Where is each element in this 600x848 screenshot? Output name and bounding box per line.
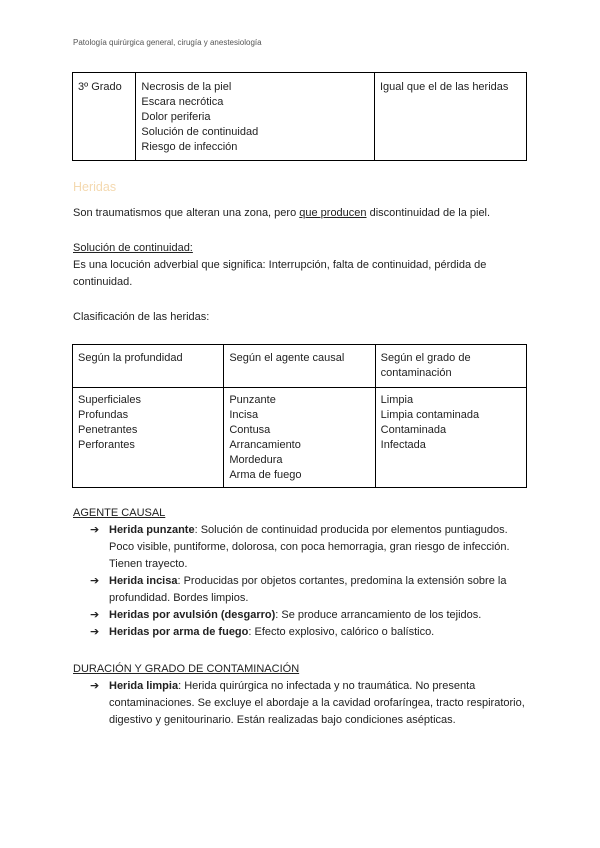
list-item: Arrancamiento bbox=[229, 439, 301, 451]
subheading: Solución de continuidad: bbox=[73, 242, 193, 254]
list-item: Limpia bbox=[380, 394, 414, 406]
duracion-list bbox=[90, 678, 530, 729]
list-item: Perforantes bbox=[78, 439, 135, 451]
list-item: Infectada bbox=[380, 439, 426, 451]
description: : Se produce arrancamiento de los tejidos. bbox=[275, 609, 482, 621]
description: Tienen trayecto. bbox=[109, 558, 188, 570]
arrow-right-icon: ➔ bbox=[90, 524, 100, 536]
list-item: Incisa bbox=[229, 409, 259, 421]
list-item bbox=[90, 573, 530, 607]
table-header-row bbox=[73, 345, 527, 388]
definition-paragraph bbox=[73, 205, 533, 222]
definition-underlined: que producen bbox=[299, 207, 367, 219]
duracion-heading: DURACIÓN Y GRADO DE CONTAMINACIÓN bbox=[73, 663, 300, 675]
list-item: Escara necrótica bbox=[141, 96, 224, 108]
description: : Herida quirúrgica no infectada y no traumática. No presenta bbox=[178, 680, 476, 692]
term: Herida incisa bbox=[109, 575, 178, 587]
list-item: Solución de continuidad bbox=[141, 126, 259, 138]
description: contaminaciones. Se excluye el abordaje a la cavidad orofaríngea, tracto respiratorio, bbox=[109, 697, 525, 709]
list-item bbox=[90, 522, 530, 573]
grade-table bbox=[72, 72, 527, 161]
list-item: Superficiales bbox=[78, 394, 141, 406]
grade-cell: 3º Grado bbox=[73, 73, 136, 161]
classification-label: Clasificación de las heridas: bbox=[73, 311, 210, 323]
list-item: Limpia contaminada bbox=[380, 409, 480, 421]
agent-cell bbox=[224, 388, 375, 488]
header-cell: Según el agente causal bbox=[224, 345, 375, 388]
arrow-right-icon: ➔ bbox=[90, 575, 100, 587]
list-item bbox=[90, 678, 530, 729]
arrow-right-icon: ➔ bbox=[90, 680, 100, 692]
list-item: Dolor periferia bbox=[141, 111, 211, 123]
description: digestivo y genitourinario. Están realizadas bajo condiciones asépticas. bbox=[109, 714, 456, 726]
list-item: Contaminada bbox=[380, 424, 447, 436]
depth-cell bbox=[73, 388, 224, 488]
grade-features-cell bbox=[136, 73, 375, 161]
list-item: Punzante bbox=[229, 394, 276, 406]
description: profundidad. Bordes limpios. bbox=[109, 592, 249, 604]
grade-note-cell: Igual que el de las heridas bbox=[374, 73, 526, 161]
term: Heridas por arma de fuego bbox=[109, 626, 249, 638]
list-item: Necrosis de la piel bbox=[141, 81, 232, 93]
table-row bbox=[73, 73, 527, 161]
term: Herida limpia bbox=[109, 680, 179, 692]
list-item: Penetrantes bbox=[78, 424, 138, 436]
classification-table bbox=[72, 344, 527, 488]
text-line: continuidad. bbox=[73, 276, 133, 288]
list-item: Mordedura bbox=[229, 454, 283, 466]
term: Herida punzante bbox=[109, 524, 195, 536]
header-cell bbox=[375, 345, 526, 388]
arrow-right-icon: ➔ bbox=[90, 609, 100, 621]
list-item: Riesgo de infección bbox=[141, 141, 238, 153]
definition-text-end: discontinuidad de la piel. bbox=[366, 207, 491, 219]
header-line: Según el grado de bbox=[380, 352, 471, 364]
header-cell: Según la profundidad bbox=[73, 345, 224, 388]
description: : Efecto explosivo, calórico o balístico. bbox=[248, 626, 435, 638]
list-item bbox=[90, 624, 530, 641]
text-line: Es una locución adverbial que significa: Interrupción, falta de continuidad, pérdida de bbox=[73, 259, 487, 271]
running-header: Patología quirúrgica general, cirugía y anestesiología bbox=[73, 38, 262, 47]
arrow-right-icon: ➔ bbox=[90, 626, 100, 638]
term: Heridas por avulsión (desgarro) bbox=[109, 609, 276, 621]
list-item: Arma de fuego bbox=[229, 469, 302, 481]
contamination-cell bbox=[375, 388, 526, 488]
list-item: Profundas bbox=[78, 409, 129, 421]
list-item: Contusa bbox=[229, 424, 271, 436]
section-heading: Heridas bbox=[73, 180, 117, 194]
description: : Producidas por objetos cortantes, predomina la extensión sobre la bbox=[177, 575, 507, 587]
agente-causal-heading: AGENTE CAUSAL bbox=[73, 507, 166, 519]
header-line: contaminación bbox=[380, 367, 452, 379]
definition-text: Son traumatismos que alteran una zona, pero bbox=[73, 207, 300, 219]
agente-causal-list bbox=[90, 522, 530, 641]
table-row bbox=[73, 388, 527, 488]
list-item bbox=[90, 607, 530, 624]
subheading-text bbox=[73, 257, 533, 291]
description: Poco visible, puntiforme, dolorosa, con poca hemorragia, gran riesgo de infección. bbox=[109, 541, 510, 553]
description: : Solución de continuidad producida por elementos puntiagudos. bbox=[194, 524, 508, 536]
